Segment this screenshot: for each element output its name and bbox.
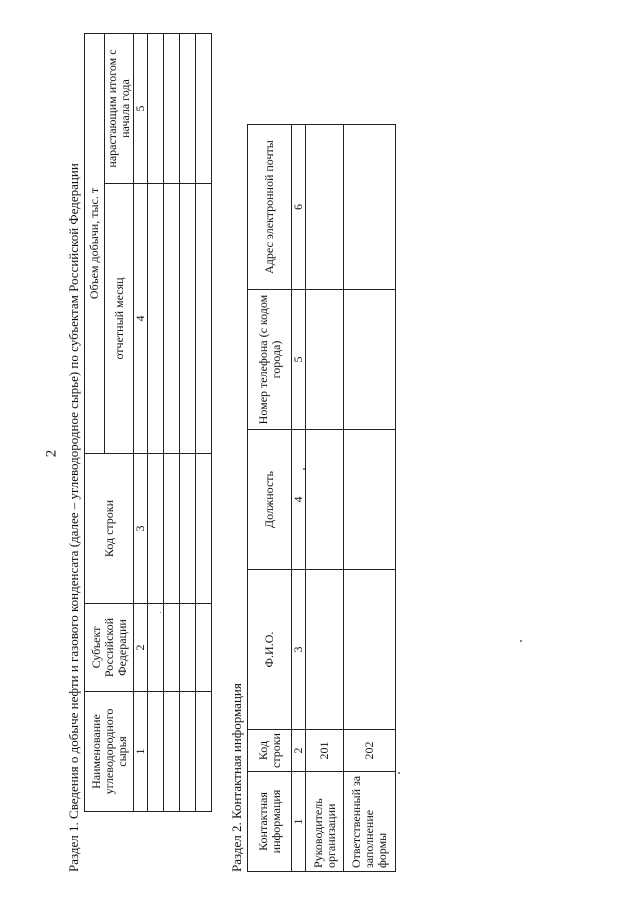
- table-cell[interactable]: [164, 454, 180, 604]
- col-number: 2: [134, 604, 148, 692]
- table-cell[interactable]: [196, 454, 212, 604]
- col-number: 5: [134, 34, 148, 184]
- table-cell[interactable]: [164, 34, 180, 184]
- header-phone: Номер телефона (с кодом города): [248, 290, 292, 430]
- section-1-table: [84, 33, 212, 812]
- table-cell[interactable]: [344, 290, 396, 430]
- section-2-title: Раздел 2. Контактная информация: [229, 683, 244, 872]
- table-row: [180, 34, 196, 812]
- table-cell[interactable]: [344, 125, 396, 290]
- table-cell[interactable]: [306, 430, 344, 570]
- table-cell[interactable]: [164, 184, 180, 454]
- header-position: Должность: [248, 430, 292, 570]
- page-number: 2: [43, 449, 60, 458]
- table-row: [148, 34, 164, 812]
- table-cell[interactable]: [306, 570, 344, 730]
- col-number: 6: [292, 125, 306, 290]
- table-cell[interactable]: [306, 125, 344, 290]
- scan-speck: [398, 772, 400, 774]
- col-number: 1: [134, 692, 148, 812]
- table-cell[interactable]: [344, 430, 396, 570]
- col-number: 5: [292, 290, 306, 430]
- section-2: [227, 32, 396, 872]
- table-cell[interactable]: [148, 184, 164, 454]
- row-label: Руководитель организации: [306, 772, 344, 872]
- header-contact-info: Контактная информация: [248, 772, 292, 872]
- header-email: Адрес электронной почты: [248, 125, 292, 290]
- scan-speck: [160, 612, 161, 613]
- section-1: [64, 32, 212, 872]
- header-cumulative: нарастающим итогом с начала года: [105, 34, 134, 184]
- table-cell[interactable]: [196, 34, 212, 184]
- header-full-name: Ф.И.О.: [248, 570, 292, 730]
- row-label: Ответственный за заполнение формы: [344, 772, 396, 872]
- table-cell[interactable]: [306, 290, 344, 430]
- header-resource-name: Наименование углеводородного сырья: [85, 692, 134, 812]
- header-row-code: Код строки: [248, 730, 292, 772]
- table-cell[interactable]: [148, 454, 164, 604]
- table-cell[interactable]: [180, 454, 196, 604]
- table-row: [344, 125, 396, 872]
- table-cell[interactable]: [164, 692, 180, 812]
- table-cell[interactable]: [164, 604, 180, 692]
- header-row-code: Код строки: [85, 454, 134, 604]
- table-cell[interactable]: [196, 692, 212, 812]
- table-cell[interactable]: [196, 184, 212, 454]
- table-row: [306, 125, 344, 872]
- table-cell[interactable]: [180, 184, 196, 454]
- header-reporting-month: отчетный месяц: [105, 184, 134, 454]
- col-number: 4: [292, 430, 306, 570]
- row-code: 201: [306, 730, 344, 772]
- table-cell[interactable]: [148, 34, 164, 184]
- table-cell[interactable]: [180, 604, 196, 692]
- col-number: 4: [134, 184, 148, 454]
- table-cell[interactable]: [180, 34, 196, 184]
- header-production-volume: Объем добычи, тыс. т: [85, 34, 105, 454]
- table-cell[interactable]: [344, 570, 396, 730]
- table-cell[interactable]: [196, 604, 212, 692]
- scan-speck: [303, 468, 305, 470]
- table-cell[interactable]: [148, 604, 164, 692]
- table-row: [164, 34, 180, 812]
- section-1-title: Раздел 1. Сведения о добыче нефти и газового конденсата (далее – углеводородное сырье) по субъектам Российской Федерации: [66, 163, 81, 872]
- section-2-table: [247, 124, 396, 872]
- table-cell[interactable]: [180, 692, 196, 812]
- table-row: [196, 34, 212, 812]
- col-number: 1: [292, 772, 306, 872]
- col-number: 2: [292, 730, 306, 772]
- table-cell[interactable]: [148, 692, 164, 812]
- header-subject: Субъект Российской Федерации: [85, 604, 134, 692]
- scan-speck: [520, 640, 522, 642]
- col-number: 3: [134, 454, 148, 604]
- row-code: 202: [344, 730, 396, 772]
- col-number: 3: [292, 570, 306, 730]
